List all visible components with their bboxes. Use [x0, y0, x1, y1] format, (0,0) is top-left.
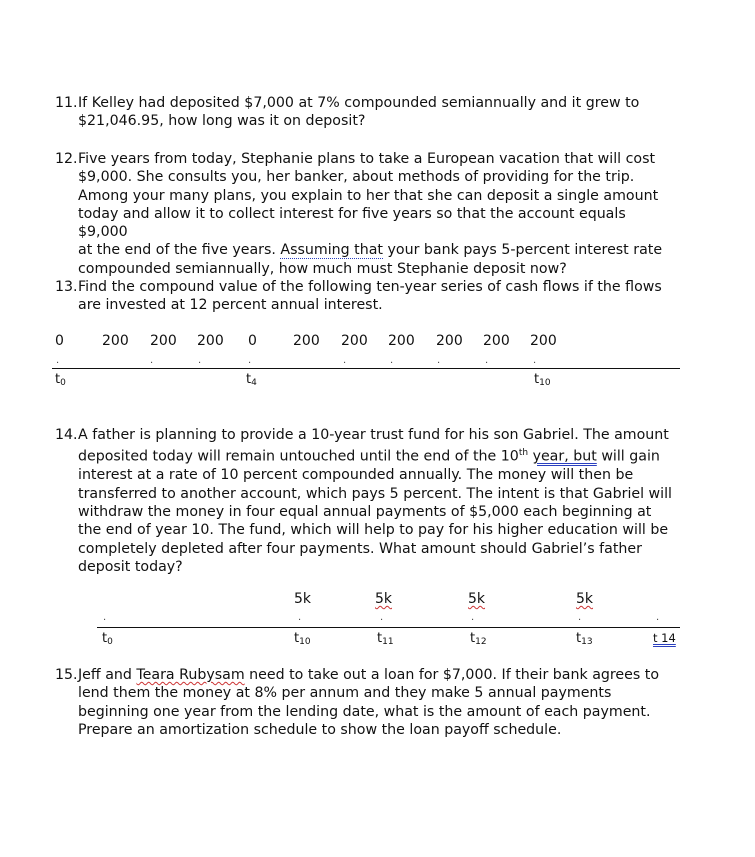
q12-line6: compounded semiannually, how much must Stephanie deposit now? [78, 260, 567, 277]
q13-tick: . [390, 355, 394, 366]
q14-line4: transferred to another account, which pays 5 percent. The intent is that Gabriel will [78, 485, 672, 502]
q14-tick: . [380, 612, 384, 623]
q14-number: 14. [55, 427, 78, 443]
q12-line5-rest: your bank pays 5-percent interest rate [387, 242, 663, 259]
q14-tick: . [298, 612, 302, 623]
q15-line1-start: Jeff and [78, 667, 132, 683]
q15-number: 15. [55, 667, 78, 683]
q14-line3: interest at a rate of 10 percent compounded annually. The money will then be [78, 467, 634, 484]
q12-grammar-flag: Assuming that [280, 242, 383, 259]
q14-line2: deposited today will remain untouched until the end of the 10 [78, 449, 519, 466]
q13-number: 13. [55, 279, 78, 295]
q11-line1: If Kelley had deposited $7,000 at 7% compounded semiannually and it grew to [78, 95, 640, 111]
q14-label-t0: $t_0$ [102, 631, 113, 647]
q13-label-t10: $t_{10}$ [534, 372, 551, 388]
q13-tick: . [485, 355, 489, 366]
question-13 [55, 278, 675, 315]
q14-axis [97, 627, 680, 628]
q15-line1-rest: need to take out a loan for $7,000. If their bank agrees to [249, 667, 660, 683]
q14-label-t14: t 14 [653, 631, 676, 645]
q14-line2-rest: will gain [601, 449, 660, 466]
q15-line2: lend them the money at 8% per annum and they make 5 annual payments [78, 685, 612, 702]
question-12 [55, 150, 675, 278]
q13-label-t4: $t_4$ [246, 372, 257, 388]
q13-flow-4: 0 [248, 333, 257, 349]
question-15 [55, 666, 675, 739]
q11-number: 11. [55, 95, 78, 111]
q14-line8: deposit today? [78, 558, 183, 575]
q14-line5: withdraw the money in four equal annual payments of $5,000 each beginning at [78, 503, 652, 520]
q14-label-t13: $t_{13}$ [576, 631, 593, 647]
q14-label-t11: $t_{11}$ [377, 631, 394, 647]
q14-label-t12: $t_{12}$ [470, 631, 487, 647]
q14-tick: . [471, 612, 475, 623]
q14-tick: . [103, 612, 107, 623]
q13-flow-0: 0 [55, 333, 64, 349]
question-14 [55, 426, 675, 576]
q14-payment-1: 5k [294, 591, 312, 607]
q14-payment-3: 5k [468, 591, 486, 607]
q13-flow-9: 200 [483, 333, 510, 349]
q13-flow-8: 200 [436, 333, 463, 349]
q14-payment-4: 5k [576, 591, 594, 607]
q14-tick: . [656, 612, 660, 623]
q13-tick: . [343, 355, 347, 366]
q12-line1: Five years from today, Stephanie plans to take a European vacation that will cost [78, 151, 656, 167]
q13-flow-3: 200 [197, 333, 224, 349]
q14-grammar-flag: year, but [532, 449, 597, 466]
q14-superscript: th [518, 448, 529, 459]
q15-spelling-flag: Teara Rubysam [136, 667, 245, 683]
q14-line6: the end of year 10. The fund, which will help to pay for his higher education will be [78, 522, 669, 539]
question-11 [55, 94, 675, 131]
q14-line7: completely depleted after four payments. What amount should Gabriel’s father [78, 540, 642, 557]
q13-tick: . [56, 355, 60, 366]
q13-flow-5: 200 [293, 333, 320, 349]
q13-flow-10: 200 [530, 333, 557, 349]
q14-line1: A father is planning to provide a 10-year trust fund for his son Gabriel. The amount [78, 427, 669, 443]
q14-payment-2: 5k [375, 591, 393, 607]
q13-tick: . [437, 355, 441, 366]
q12-line4: today and allow it to collect interest for five years so that the account equals $9,000 [78, 205, 626, 241]
q13-line1: Find the compound value of the following ten-year series of cash flows if the flows [78, 279, 662, 295]
q13-axis [52, 368, 680, 369]
q13-flow-7: 200 [388, 333, 415, 349]
q12-line5: at the end of the five years. [78, 242, 276, 259]
q13-label-t0: $t_0$ [55, 372, 66, 388]
q11-line2: $21,046.95, how long was it on deposit? [78, 113, 366, 130]
q13-tick: . [150, 355, 154, 366]
q15-line4: Prepare an amortization schedule to show the loan payoff schedule. [78, 721, 562, 738]
q14-label-t10: $t_{10}$ [294, 631, 311, 647]
q12-line3: Among your many plans, you explain to her that she can deposit a single amount [78, 187, 659, 204]
q13-tick: . [533, 355, 537, 366]
q12-line2: $9,000. She consults you, her banker, about methods of providing for the trip. [78, 169, 635, 186]
q13-tick: . [198, 355, 202, 366]
q14-tick: . [578, 612, 582, 623]
q13-flow-2: 200 [150, 333, 177, 349]
q13-tick: . [248, 355, 252, 366]
q15-line3: beginning one year from the lending date, what is the amount of each payment. [78, 703, 651, 720]
q13-line2: are invested at 12 percent annual interest. [78, 297, 383, 314]
q12-number: 12. [55, 151, 78, 167]
q13-flow-6: 200 [341, 333, 368, 349]
q13-flow-1: 200 [102, 333, 129, 349]
